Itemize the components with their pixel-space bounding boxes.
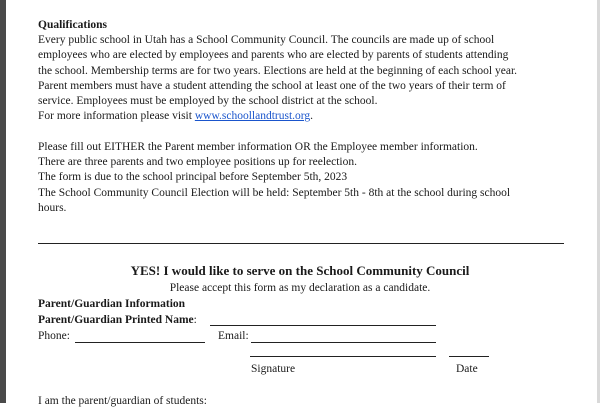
printed-name-label: Parent/Guardian Printed Name xyxy=(38,314,194,326)
printed-name-field[interactable] xyxy=(210,325,436,326)
printed-name-colon: : xyxy=(193,314,197,326)
phone-label: Phone: xyxy=(38,330,70,342)
qualifications-line-4: Parent members must have a student attending the school at least one of the two years of their term of xyxy=(38,79,506,92)
instructions-line-5: hours. xyxy=(38,201,67,214)
instructions-line-4: The School Community Council Election will be held: September 5th - 8th at the school during school xyxy=(38,186,511,199)
more-info-line xyxy=(38,109,568,124)
instructions-line-3: The form is due to the school principal before September 5th, 2023 xyxy=(38,171,348,184)
students-label: I am the parent/guardian of students: xyxy=(38,395,207,407)
qualifications-line-3: the school. Membership terms are for two years. Elections are held at the beginning of each school year. xyxy=(38,64,518,77)
phone-field[interactable] xyxy=(75,342,205,343)
qualifications-line-5: service. Employees must be employed by the school district at the school. xyxy=(38,95,378,108)
qualifications-paragraph xyxy=(38,33,568,125)
form-subtitle: Please accept this form as my declaration as a candidate. xyxy=(169,282,431,294)
section-divider xyxy=(38,243,564,244)
document-page xyxy=(38,18,568,216)
form-title: YES! I would like to serve on the School Community Council xyxy=(130,263,470,278)
more-info-prefix: For more information please visit xyxy=(38,110,195,123)
qualifications-line-2: employees who are elected by employees and parents who are elected by parents of students attending xyxy=(38,49,509,62)
date-label: Date xyxy=(456,363,478,375)
qualifications-line-1: Every public school in Utah has a School Community Council. The councils are made up of school xyxy=(38,34,495,46)
printed-name-label-row xyxy=(38,313,197,328)
email-field[interactable] xyxy=(251,342,436,343)
signature-label: Signature xyxy=(251,363,296,375)
instructions-line-1: Please fill out EITHER the Parent member information OR the Employee member information. xyxy=(38,140,478,153)
paragraph-gap xyxy=(38,125,568,140)
instructions-paragraph xyxy=(38,140,568,216)
window-frame-left xyxy=(0,0,6,403)
date-field[interactable] xyxy=(449,356,489,357)
qualifications-heading: Qualifications xyxy=(38,19,108,31)
instructions-line-2: There are three parents and two employee positions up for reelection. xyxy=(38,156,358,169)
signature-field[interactable] xyxy=(250,356,436,357)
parent-section-heading: Parent/Guardian Information xyxy=(38,298,186,310)
email-label: Email: xyxy=(218,330,249,342)
more-info-suffix: . xyxy=(310,110,314,123)
school-land-trust-link[interactable]: www.schoollandtrust.org xyxy=(194,110,311,123)
